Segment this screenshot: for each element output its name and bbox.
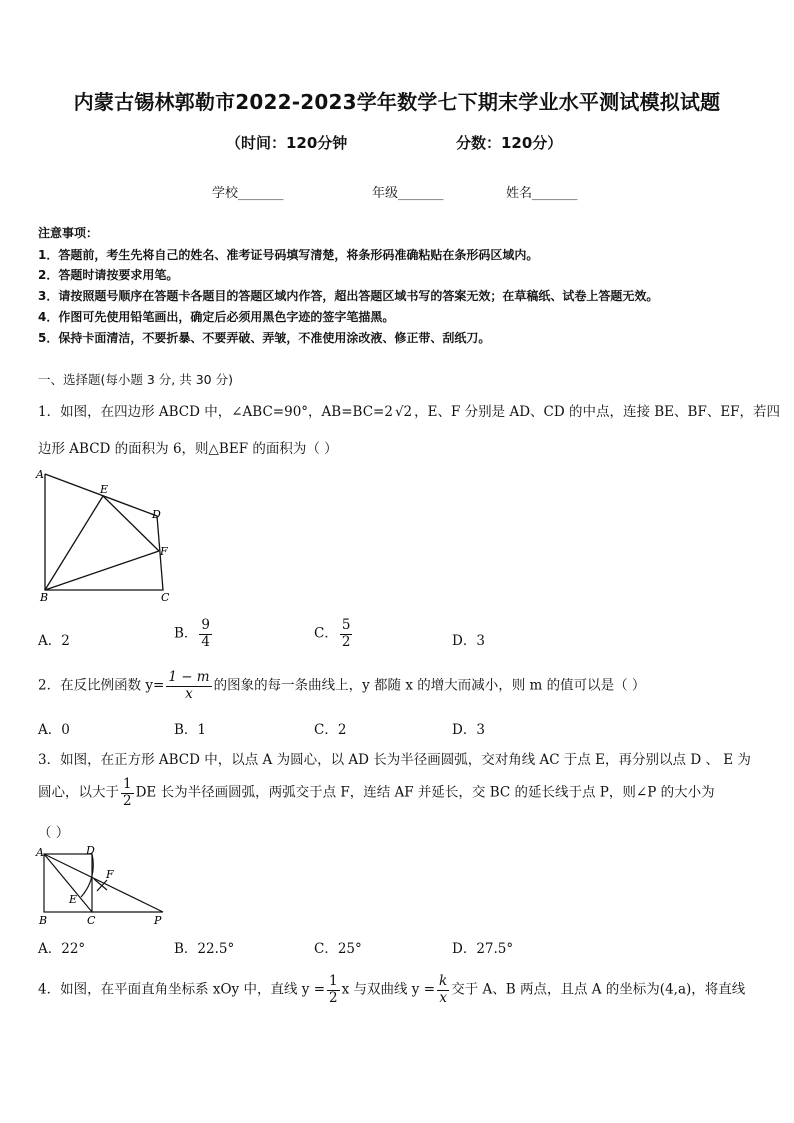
q2-stem: 2．在反比例函数 y= $\frac{1 - m}{x}$ 的图象的每一条曲线上，y 都随 x 的增大而减小，则 m 的值可以是（ ）	[38, 669, 646, 702]
q3-stem-line1: 3．如图，在正方形 ABCD 中，以点 A 为圆心，以 AD 长为半径画圆弧，交对角线 AC 于点 E，再分别以点 D 、 E 为	[38, 752, 751, 768]
q1-label-f: F	[160, 545, 168, 558]
q4-stem: 4．如图，在平面直角坐标系 xOy 中，直线 y = $\frac{1}{2}$ x 与双曲线 y = $\frac{k}{x}$ 交于 A、B 两点，且点 A 的坐标为(4,a)，将直线	[38, 973, 746, 1006]
grade-field: 年级_______	[372, 186, 444, 201]
q2-option-b: B．1	[174, 722, 207, 738]
exam-time: （时间：120分钟	[226, 134, 348, 152]
note-item: 2．答题时请按要求用笔。	[38, 268, 179, 282]
page-title: 内蒙古锡林郭勒市2022-2023学年数学七下期末学业水平测试模拟试题	[73, 90, 721, 114]
school-field: 学校_______	[212, 186, 284, 201]
q3-label-p: P	[154, 914, 162, 927]
exam-score: 分数：120分）	[456, 134, 563, 152]
q3-label-e: E	[69, 893, 78, 906]
q1-option-c: C． $\frac{5}{2}$	[314, 617, 351, 650]
q1-option-d: D．3	[452, 633, 485, 649]
note-item: 4．作图可先使用铅笔画出，确定后必须用黑色字迹的签字笔描黑。	[38, 310, 395, 324]
q1-label-d: D	[152, 508, 161, 521]
q1-label-e: E	[100, 483, 109, 496]
note-item: 5．保持卡面清洁，不要折暴、不要弄破、弄皱，不准使用涂改液、修正带、刮纸刀。	[38, 331, 491, 345]
q3-stem-line2: 圆心，以大于 $\frac{1}{2}$ DE 长为半径画圆弧，两弧交于点 F，连结 AF 并延长，交 BC 的延长线于点 P，则∠P 的大小为	[38, 776, 715, 809]
name-field: 姓名_______	[506, 186, 578, 201]
q3-figure	[32, 842, 172, 928]
note-item: 3．请按照题号顺序在答题卡各题目的答题区域内作答，超出答题区域书写的答案无效；在草稿纸、试卷上答题无效。	[38, 289, 659, 303]
q2-option-d: D．3	[452, 722, 485, 738]
q3-label-a: A	[36, 846, 44, 859]
q3-option-d: D．27.5°	[452, 941, 514, 957]
q1-label-c: C	[161, 591, 170, 604]
q3-stem-line3: （ ）	[38, 825, 70, 841]
q3-label-b: B	[39, 914, 48, 927]
q1-option-a: A．2	[38, 633, 70, 649]
q3-option-a: A．22°	[38, 941, 86, 957]
q1-label-b: B	[40, 591, 49, 604]
q2-option-a: A．0	[38, 722, 70, 738]
q3-label-d: D	[86, 844, 95, 857]
notes-heading: 注意事项：	[38, 226, 99, 240]
q3-label-c: C	[87, 914, 96, 927]
q2-option-c: C．2	[314, 722, 347, 738]
q3-option-b: B．22.5°	[174, 941, 235, 957]
q1-label-a: A	[36, 468, 44, 481]
q1-stem-line2: 边形 ABCD 的面积为 6，则△BEF 的面积为（ ）	[38, 441, 338, 457]
sqrt-two: √2	[394, 404, 413, 420]
section-title: 一、选择题(每小题 3 分, 共 30 分)	[38, 372, 233, 387]
q3-option-c: C．25°	[314, 941, 362, 957]
q1-figure	[32, 462, 182, 607]
q1-option-b: B． $\frac{9}{4}$	[174, 617, 211, 650]
q1-stem-line1: 1．如图，在四边形 ABCD 中，∠ABC=90°，AB=BC=2 √2 ，E、F 分别是 AD、CD 的中点，连接 BE、BF、EF，若四	[38, 404, 781, 420]
note-item: 1．答题前，考生先将自己的姓名、准考证号码填写清楚，将条形码准确粘贴在条形码区域内。	[38, 248, 539, 262]
q3-label-f: F	[106, 868, 114, 881]
